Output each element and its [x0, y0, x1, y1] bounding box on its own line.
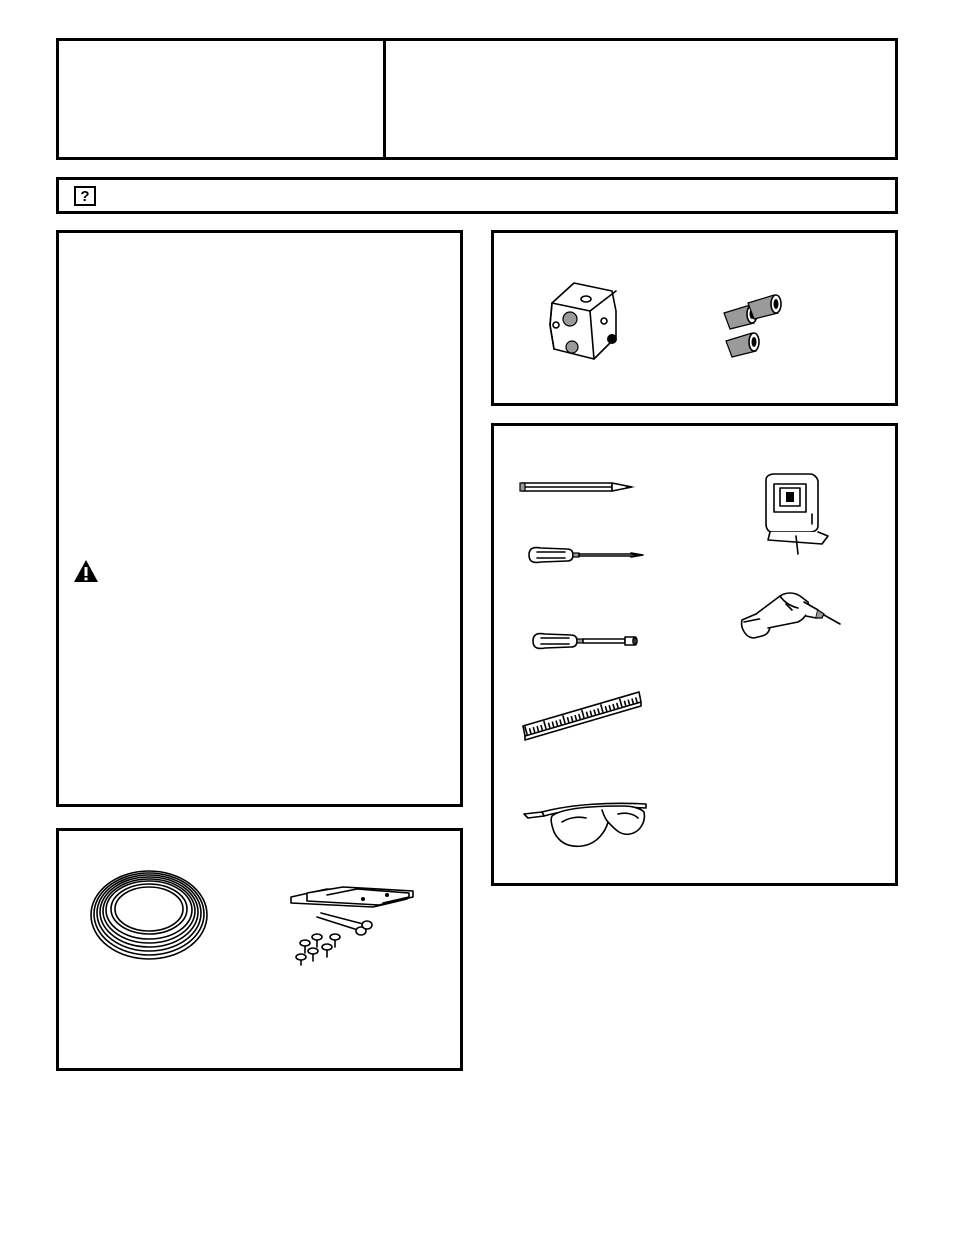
ruler-tick [533, 728, 534, 732]
safety-glasses-illustration [522, 794, 650, 854]
ruler-tick [568, 718, 569, 722]
ruler-tick [537, 727, 538, 731]
drill-illustration [736, 588, 842, 648]
ruler-tick [530, 729, 531, 733]
ruler-tick [556, 721, 557, 725]
junction-box-illustration [546, 279, 620, 365]
section-bar [56, 177, 898, 214]
ruler-tick [609, 706, 610, 710]
jigsaw-illustration [756, 474, 832, 560]
question-mark-glyph: ? [80, 188, 90, 205]
header-right-cell [386, 41, 895, 157]
materials-needed-panel [491, 230, 898, 406]
header-table [56, 38, 898, 160]
header-left-cell [59, 41, 383, 157]
warning-triangle-icon [73, 559, 99, 583]
ruler-illustration [521, 688, 645, 742]
ruler-tick [587, 712, 588, 716]
duct-tape-roll-illustration [89, 867, 209, 961]
ruler-tick [575, 716, 576, 720]
ruler-tick [613, 705, 614, 709]
ruler-tick [552, 722, 553, 726]
ruler-tick [549, 723, 550, 727]
ruler-tick [541, 726, 542, 730]
ruler-tick [594, 710, 595, 714]
ruler-tick [636, 698, 637, 702]
parts-included-panel [56, 828, 463, 1071]
ruler-tick [606, 707, 607, 711]
tools-needed-panel [491, 423, 898, 886]
ruler-tick [590, 711, 591, 715]
pencil-illustration [520, 480, 640, 494]
mounting-brackets-screws-illustration [287, 885, 422, 967]
ruler-tick [579, 715, 580, 719]
safety-panel [56, 230, 463, 807]
ruler-tick [628, 700, 629, 704]
phillips-screwdriver-illustration [527, 544, 647, 566]
question-mark-icon [74, 186, 96, 206]
ruler-tick [598, 709, 599, 713]
wire-nuts-illustration [720, 291, 790, 361]
ruler-tick [625, 701, 626, 705]
ruler-tick [560, 720, 561, 724]
ruler-tick [571, 717, 572, 721]
nut-driver-illustration [531, 630, 639, 652]
ruler-tick [617, 704, 618, 708]
ruler-tick [632, 699, 633, 703]
